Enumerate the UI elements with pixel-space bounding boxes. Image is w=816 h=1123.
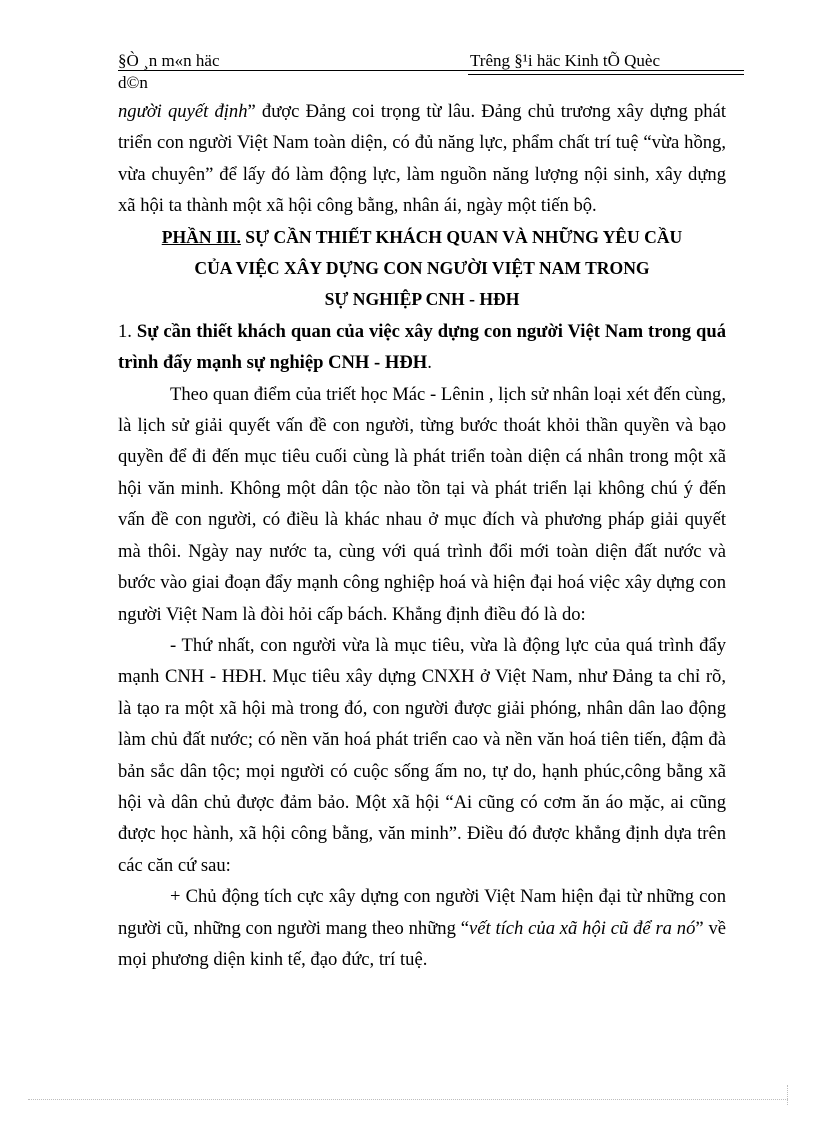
italic-quote: vết tích của xã hội cũ để ra nó xyxy=(468,917,696,939)
document-body xyxy=(118,96,726,975)
paragraph-plus-start: + Chủ động tích cực xây dựng con người Việt Nam hiện đại từ những con người cũ, những con người mang theo những “ xyxy=(118,886,726,939)
header-rule-double xyxy=(468,74,744,75)
subsection-number: 1. xyxy=(118,320,132,342)
section-heading-line2: CỦA VIỆC XÂY DỰNG CON NGƯỜI VIỆT NAM TRONG xyxy=(194,258,650,279)
paragraph-text: ” được Đảng coi trọng từ lâu. Đảng chủ trương xây dựng phát triển con người Việt Nam toàn diện, có đủ năng lực, phẩm chất trí tuệ “vừa hồng, vừa chuyên” để lấy đó làm động lực, làm nguồn năng lượng nội sinh, xây dựng xã hội ta thành một xã hội công bằng, nhân ái, ngày một tiến bộ. xyxy=(118,101,726,217)
header-right: Trêng §¹i häc Kinh tÕ Quèc xyxy=(470,51,661,70)
section-heading-line1 xyxy=(118,222,726,253)
subsection-title: Sự cần thiết khách quan của việc xây dựng con người Việt Nam trong quá trình đẩy mạnh sự nghiệp CNH - HĐH xyxy=(118,320,726,374)
section-prefix: PHẦN III. xyxy=(161,226,241,247)
section-title-part1: SỰ CẦN THIẾT KHÁCH QUAN VÀ NHỮNG YÊU CẦU xyxy=(240,226,683,247)
header-left-line2: d©n xyxy=(118,73,148,92)
header-left xyxy=(118,51,220,93)
paragraph-plus-end: ” về mọi phương diện kinh tế, đạo đức, trí tuệ. xyxy=(118,917,727,970)
paragraph-marx-lenin: Theo quan điểm của triết học Mác - Lênin , lịch sử nhân loại xét đến cùng, là lịch sử giải quyết vấn đề con người, từng bước thoát khỏi thần quyền và bạo quyền để đi đến mục tiêu cuối cùng là phát triển toàn diện cá nhân trong một xã hội văn minh. Không một dân tộc nào tồn tại và phát triển lại không chú ý đến vấn đề con người, có điều là khác nhau ở mục đích và phương pháp giải quyết mà thôi. Ngày nay nước ta, cùng với quá trình đổi mới toàn diện đất nước và bước vào giai đoạn đẩy mạnh công nghiệp hoá và hiện đại hoá việc xây dựng con người Việt Nam là đòi hỏi cấp bách. Khẳng định điều đó là do: xyxy=(118,383,726,625)
page-border-dotted xyxy=(28,1099,788,1100)
header-left-line1: §Ò ¸n m«n häc xyxy=(118,51,220,70)
header-rule xyxy=(118,70,744,71)
paragraph-first-point: - Thứ nhất, con người vừa là mục tiêu, vừa là động lực của quá trình đẩy mạnh CNH - HĐH. Mục tiêu xây dựng CNXH ở Việt Nam, như Đảng ta chỉ rõ, là tạo ra một xã hội mà trong đó, con người được giải phóng, nhân dân lao động làm chủ đất nước; có nền văn hoá phát triển cao và nền văn hoá tiên tiến, đậm đà bản sắc dân tộc; mọi người có cuộc sống ấm no, tự do, hạnh phúc,công bằng xã hội và dân chủ được đảm bảo. Một xã hội “Ai cũng có cơm ăn áo mặc, ai cũng được học hành, xã hội công bằng, văn minh”. Điều đó được khẳng định dựa trên các căn cứ sau: xyxy=(118,634,726,876)
section-heading-line3: SỰ NGHIỆP CNH - HĐH xyxy=(324,289,520,310)
italic-phrase: người quyết định xyxy=(118,101,248,122)
section-heading xyxy=(118,222,726,316)
paragraph-plus-point xyxy=(118,881,726,975)
page-corner-mark xyxy=(787,1085,789,1105)
subsection-period: . xyxy=(427,352,432,374)
paragraph-intro xyxy=(118,96,726,222)
subsection-heading xyxy=(118,316,726,379)
